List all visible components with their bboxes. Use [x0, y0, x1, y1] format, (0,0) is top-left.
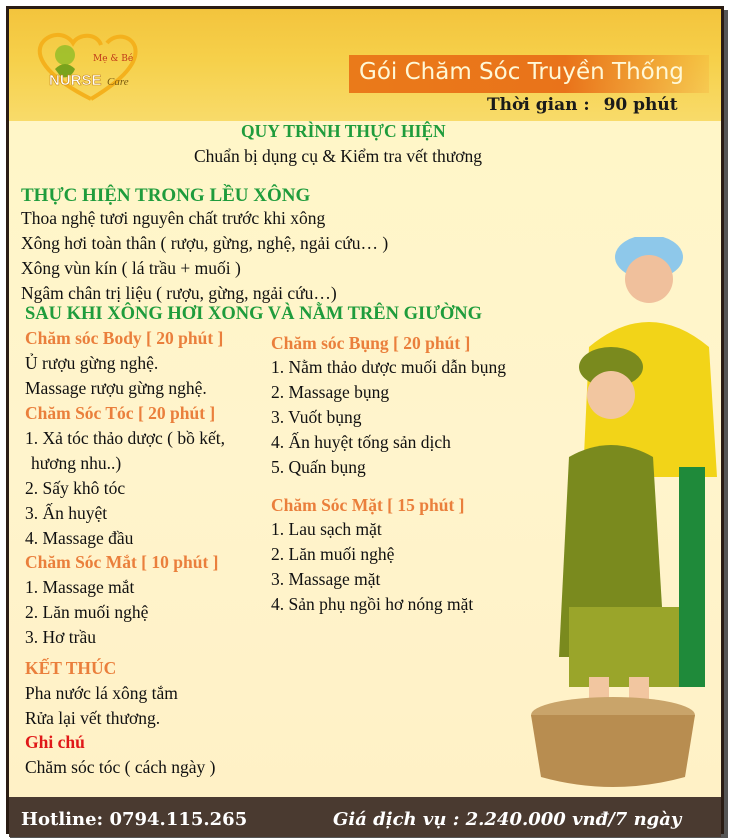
belly-care-item: 3. Vuốt bụng [271, 407, 362, 427]
tent-heading: THỰC HIỆN TRONG LỀU XÔNG [21, 185, 311, 206]
hair-care-item: 1. Xả tóc thảo dược ( bồ kết, [25, 428, 226, 448]
tent-item: Ngâm chân trị liệu ( rượu, gừng, ngải cứu…) [21, 283, 337, 303]
tent-item: Thoa nghệ tươi nguyên chất trước khi xông [21, 208, 326, 228]
hotline: Hotline: 0794.115.265 [21, 809, 248, 830]
face-care-item: 3. Massage mặt [271, 569, 381, 589]
nurse-and-mother-photo [529, 237, 729, 797]
body-care-item: Massage rượu gừng nghệ. [25, 378, 207, 398]
hair-care-item: hương nhu..) [31, 453, 122, 473]
eye-care-item: 1. Massage mắt [25, 577, 135, 597]
duration [487, 95, 678, 115]
tent-item: Xông vùn kín ( lá trầu + muối ) [21, 258, 241, 278]
face-care-title: Chăm Sóc Mặt [ 15 phút ] [271, 495, 465, 515]
hair-care-title: Chăm Sóc Tóc [ 20 phút ] [25, 403, 216, 423]
tent-item: Xông hơi toàn thân ( rượu, gừng, nghệ, ngải cứu… ) [21, 233, 389, 253]
price: Giá dịch vụ : 2.240.000 vnđ/7 ngày [333, 809, 682, 830]
eye-care-title: Chăm Sóc Mắt [ 10 phút ] [25, 552, 219, 572]
svg-text:Care: Care [107, 76, 129, 88]
hair-care-item: 4. Massage đầu [25, 528, 134, 548]
body-care-title: Chăm sóc Body [ 20 phút ] [25, 328, 224, 348]
eye-care-item: 3. Hơ trầu [25, 627, 96, 647]
procedure-heading: QUY TRÌNH THỰC HIỆN [241, 121, 446, 141]
after-heading: SAU KHI XÔNG HƠI XONG VÀ NẰM TRÊN GIƯỜNG [25, 304, 483, 324]
ending-item: Rửa lại vết thương. [25, 708, 161, 728]
poster-frame [6, 6, 724, 834]
belly-care-title: Chăm sóc Bụng [ 20 phút ] [271, 333, 471, 353]
package-title [349, 55, 709, 93]
ending-item: Pha nước lá xông tắm [25, 683, 178, 703]
belly-care-item: 4. Ấn huyệt tống sản dịch [271, 432, 451, 452]
nurse-care-logo [31, 29, 151, 103]
hair-care-item: 2. Sấy khô tóc [25, 478, 126, 498]
svg-text:Mẹ & Bé: Mẹ & Bé [93, 54, 134, 64]
package-title-text: Gói Chăm Sóc Truyền Thống [359, 59, 684, 85]
face-care-item: 4. Sản phụ ngồi hơ nóng mặt [271, 594, 474, 614]
procedure-subtitle: Chuẩn bị dụng cụ & Kiểm tra vết thương [194, 146, 482, 166]
body-care-item: Ủ rượu gừng nghệ. [25, 353, 159, 373]
eye-care-item: 2. Lăn muối nghệ [25, 602, 149, 622]
svg-text:NURSE: NURSE [49, 72, 102, 89]
note-heading: Ghi chú [25, 732, 85, 752]
belly-care-item: 1. Nằm thảo dược muối dẫn bụng [271, 357, 507, 377]
face-care-item: 1. Lau sạch mặt [271, 519, 382, 539]
ending-heading: KẾT THÚC [25, 658, 117, 678]
note-text: Chăm sóc tóc ( cách ngày ) [25, 757, 216, 777]
belly-care-item: 2. Massage bụng [271, 382, 390, 402]
hair-care-item: 3. Ấn huyệt [25, 503, 108, 523]
face-care-item: 2. Lăn muối nghệ [271, 544, 395, 564]
duration-label: Thời gian : [487, 95, 590, 115]
belly-care-item: 5. Quấn bụng [271, 457, 366, 477]
duration-value: 90 phút [603, 95, 678, 115]
